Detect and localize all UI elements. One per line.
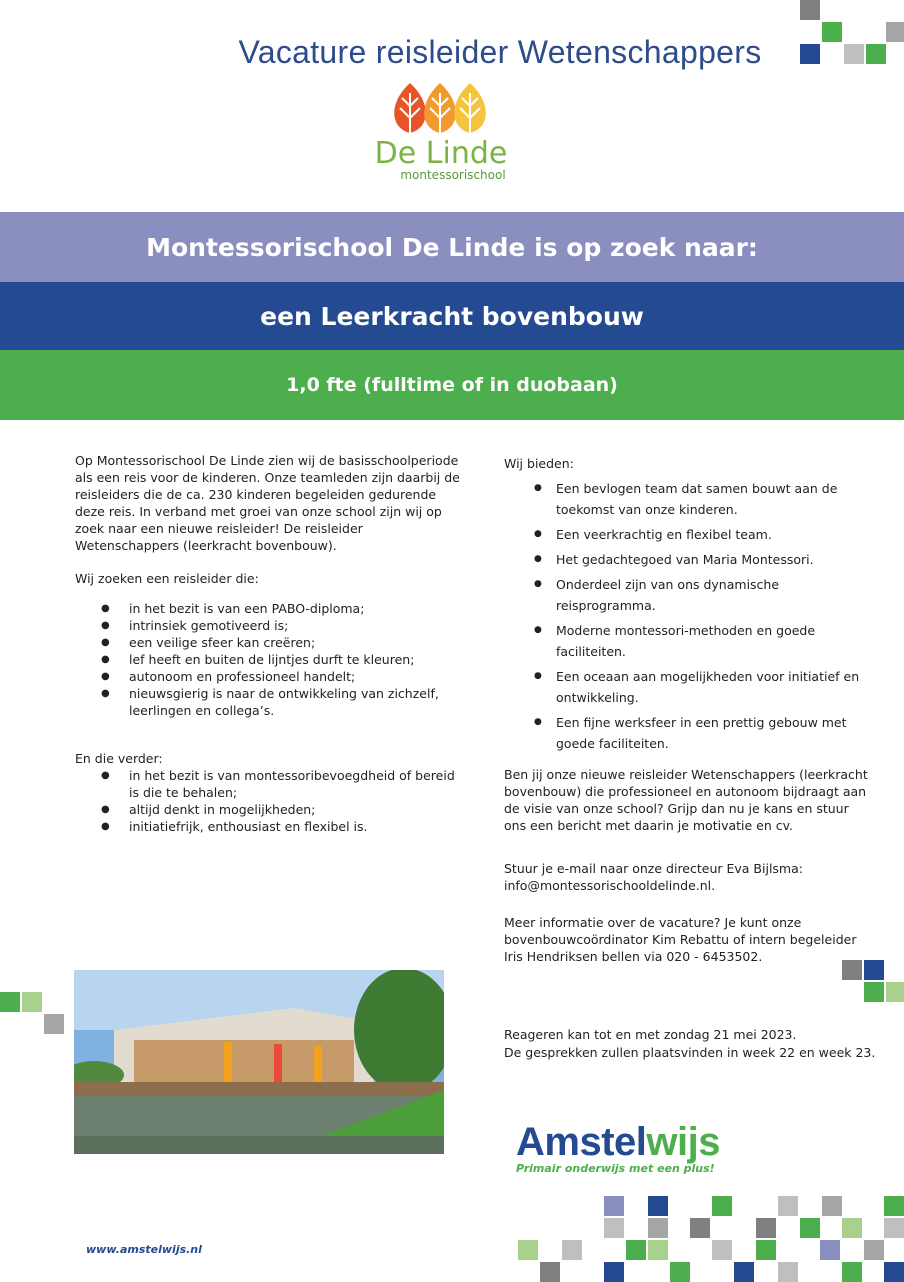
brand-part-a: Amstel — [516, 1120, 647, 1164]
deadline: Reageren kan tot en met zondag 21 mei 2023. — [504, 1027, 797, 1042]
further-list — [75, 767, 460, 835]
page-title: Vacature reisleider Wetenschappers — [238, 34, 762, 70]
list-item: ● initiatiefrijk, enthousiast en flexibel is. — [75, 818, 460, 835]
band-fte: 1,0 fte (fulltime of in duobaan) — [0, 350, 904, 420]
list-item: ● Een bevlogen team dat samen bouwt aan de toekomst van onze kinderen. — [504, 478, 869, 520]
website-link[interactable]: www.amstelwijs.nl — [86, 1243, 202, 1256]
de-linde-leaves-logo — [380, 78, 530, 138]
logo-name: De Linde — [374, 136, 508, 171]
amstelwijs-logo — [516, 1120, 720, 1165]
seeking-list — [75, 600, 460, 719]
band-intro: Montessorischool De Linde is op zoek naar: — [0, 212, 904, 282]
list-item: ● autonoom en professioneel handelt; — [75, 668, 460, 685]
list-item: ● Een veerkrachtig en flexibel team. — [504, 524, 869, 545]
offer-heading: Wij bieden: — [504, 456, 574, 471]
list-item: ● Een fijne werksfeer in een prettig gebouw met goede faciliteiten. — [504, 712, 869, 754]
list-item: ● in het bezit is van montessoribevoegdheid of bereid is die te behalen; — [75, 767, 460, 801]
list-item: ● Een oceaan aan mogelijkheden voor initiatief en ontwikkeling. — [504, 666, 869, 708]
seeking-heading: Wij zoeken een reisleider die: — [75, 571, 259, 586]
more-info: Meer informatie over de vacature? Je kunt onze bovenbouwcoördinator Kim Rebattu of intern begeleider Iris Hendriksen bellen via 020 - 6453502. — [504, 915, 857, 964]
brand-tagline: Primair onderwijs met een plus! — [516, 1162, 715, 1175]
list-item: ● nieuwsgierig is naar de ontwikkeling van zichzelf, leerlingen en collega’s. — [75, 685, 460, 719]
email-address[interactable]: info@montessorischooldelinde.nl. — [504, 878, 716, 893]
list-item: ● Het gedachtegoed van Maria Montessori. — [504, 549, 869, 570]
band-position: een Leerkracht bovenbouw — [0, 282, 904, 350]
mail-line: Stuur je e-mail naar onze directeur Eva Bijlsma: — [504, 861, 803, 876]
list-item: ● Onderdeel zijn van ons dynamische reisprogramma. — [504, 574, 869, 616]
list-item: ● altijd denkt in mogelijkheden; — [75, 801, 460, 818]
brand-part-b: wijs — [646, 1120, 720, 1164]
list-item: ● in het bezit is van een PABO-diploma; — [75, 600, 460, 617]
list-item: ● een veilige sfeer kan creëren; — [75, 634, 460, 651]
call-to-action: Ben jij onze nieuwe reisleider Wetenschappers (leerkracht bovenbouw) die professioneel en autonoom bijdraagt aan de visie van onze school? Grijp dan nu je kans en stuur ons een bericht met daarin je motivatie en cv. — [504, 767, 868, 833]
school-building-photo — [74, 970, 444, 1154]
list-item: ● lef heeft en buiten de lijntjes durft te kleuren; — [75, 651, 460, 668]
list-item: ● Moderne montessori-methoden en goede faciliteiten. — [504, 620, 869, 662]
intro-paragraph: Op Montessorischool De Linde zien wij de basisschoolperiode als een reis voor de kinderen. Onze teamleden zijn daarbij de reisleiders die de ca. 230 kinderen begeleiden gedurende deze reis. In verband met groei van onze school zijn wij op zoek naar een nieuwe reisleider! De reisleider Wetenschappers (leerkracht bovenbouw). — [75, 453, 460, 553]
list-item: ● intrinsiek gemotiveerd is; — [75, 617, 460, 634]
offer-list — [504, 478, 869, 758]
interviews: De gesprekken zullen plaatsvinden in week 22 en week 23. — [504, 1045, 876, 1060]
logo-subtitle: montessorischool — [400, 168, 506, 182]
further-heading: En die verder: — [75, 751, 163, 766]
